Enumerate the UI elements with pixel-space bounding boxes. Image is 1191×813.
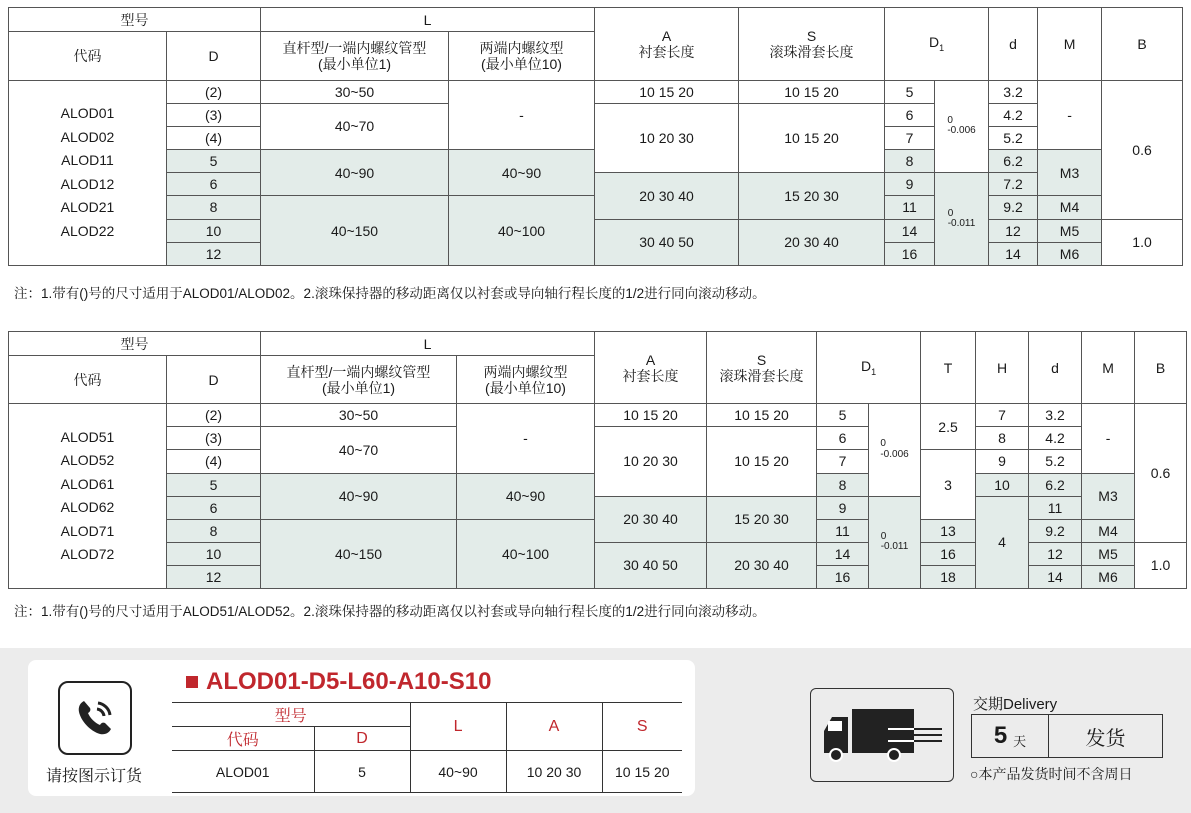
d-cell: 3.2	[989, 80, 1038, 103]
H-cell: 11	[1029, 496, 1082, 519]
H-cell: 16	[921, 542, 976, 565]
B-cell: 1.0	[1102, 219, 1183, 265]
order-header-model: 型号	[172, 703, 410, 727]
D1-tolerance: 0 -0.006	[869, 404, 921, 496]
header-D: D	[167, 32, 261, 80]
T-cell: 4	[976, 496, 1029, 588]
D1-tolerance: 0 -0.006	[935, 80, 989, 173]
D1-cell: 14	[885, 219, 935, 242]
delivery-label: 交期Delivery	[973, 696, 1058, 713]
L-straight-cell: 30~50	[261, 80, 449, 103]
B-cell: 0.6	[1102, 80, 1183, 219]
L-straight-cell: 40~70	[261, 103, 449, 149]
T-cell: 2.5	[921, 404, 976, 450]
d-cell: 12	[1029, 542, 1082, 565]
M-cell: M3	[1082, 473, 1135, 519]
H-cell: 13	[921, 519, 976, 542]
d-cell: 9.2	[1029, 519, 1082, 542]
L-both-cell: 40~100	[457, 519, 595, 588]
d-cell: 5.2	[989, 126, 1038, 149]
M-cell: M4	[1082, 519, 1135, 542]
D-cell: 12	[167, 565, 261, 588]
header-L-straight: 直杆型/一端内螺纹管型 (最小单位1)	[261, 32, 449, 80]
d-cell: 4.2	[989, 103, 1038, 126]
order-value-S: 10 15 20	[602, 751, 682, 793]
note-1: 注：1.带有()号的尺寸适用于ALOD01/ALOD02。2.滚珠保持器的移动距离仅以衬套或导向轴行程长度的1/2进行同向滚动移动。	[14, 286, 766, 301]
M-cell: M3	[1038, 150, 1102, 196]
order-header-code: 代码	[172, 727, 314, 751]
d-cell: 3.2	[1029, 404, 1082, 427]
M-cell: M6	[1082, 565, 1135, 588]
H-cell: 7	[976, 404, 1029, 427]
L-both-cell: 40~100	[449, 196, 595, 266]
L-both-cell: -	[449, 80, 595, 150]
S-cell: 15 20 30	[707, 496, 817, 542]
A-cell: 10 15 20	[595, 404, 707, 427]
order-header-D: D	[314, 727, 410, 751]
order-example-table	[172, 702, 682, 793]
delivery-note: ○本产品发货时间不含周日	[970, 766, 1133, 782]
H-cell: 9	[976, 450, 1029, 473]
M-cell: M6	[1038, 242, 1102, 265]
d-cell: 12	[989, 219, 1038, 242]
delivery-ship-text: 发货	[1085, 727, 1126, 750]
S-cell: 10 15 20	[707, 427, 817, 496]
note-2: 注：1.带有()号的尺寸适用于ALOD51/ALOD52。2.滚珠保持器的移动距离仅以衬套或导向轴行程长度的1/2进行同向滚动移动。	[14, 604, 766, 619]
order-header-L: L	[410, 703, 506, 751]
order-value-code: ALOD01	[172, 751, 314, 793]
order-header-A: A	[506, 703, 602, 751]
header-model: 型号	[9, 8, 261, 32]
A-cell: 10 20 30	[595, 427, 707, 496]
header-T: T	[921, 332, 976, 404]
header-code: 代码	[9, 32, 167, 80]
S-cell: 10 15 20	[707, 404, 817, 427]
header-S: S 滚珠滑套长度	[707, 332, 817, 404]
A-cell: 10 20 30	[595, 103, 739, 173]
D-cell: (4)	[167, 126, 261, 149]
d-cell: 6.2	[1029, 473, 1082, 496]
d-cell: 5.2	[1029, 450, 1082, 473]
header-B: B	[1102, 8, 1183, 81]
D-cell: 5	[167, 150, 261, 173]
header-D1: $D_1$	[885, 8, 989, 81]
header-S: S 滚珠滑套长度	[739, 8, 885, 81]
L-straight-cell: 40~150	[261, 519, 457, 588]
D1-cell: 6	[817, 427, 869, 450]
A-cell: 30 40 50	[595, 219, 739, 265]
L-both-cell: 40~90	[457, 473, 595, 519]
D1-cell: 11	[817, 519, 869, 542]
H-cell: 8	[976, 427, 1029, 450]
D1-cell: 16	[817, 565, 869, 588]
D1-cell: 9	[817, 496, 869, 519]
header-B: B	[1135, 332, 1187, 404]
M-cell: -	[1082, 404, 1135, 473]
B-cell: 1.0	[1135, 542, 1187, 588]
header-L-both: 两端内螺纹型 (最小单位10)	[449, 32, 595, 80]
order-header-S: S	[602, 703, 682, 751]
L-straight-cell: 40~150	[261, 196, 449, 266]
D-cell: 8	[167, 196, 261, 219]
d-cell: 14	[1029, 565, 1082, 588]
A-cell: 10 15 20	[595, 80, 739, 103]
D1-tolerance: 0 -0.011	[869, 496, 921, 588]
T-cell: 3	[921, 450, 976, 519]
D-cell: 5	[167, 473, 261, 496]
D-cell: (3)	[167, 103, 261, 126]
header-D1: $D_1$	[817, 332, 921, 404]
D-cell: 10	[167, 542, 261, 565]
header-d: d	[989, 8, 1038, 81]
L-straight-cell: 40~90	[261, 150, 449, 196]
M-cell: M5	[1038, 219, 1102, 242]
H-cell: 18	[921, 565, 976, 588]
L-both-cell: 40~90	[449, 150, 595, 196]
D1-tolerance: 0 -0.011	[935, 173, 989, 266]
L-straight-cell: 40~70	[261, 427, 457, 473]
delivery-days: 5 天	[972, 715, 1049, 757]
d-cell: 7.2	[989, 173, 1038, 196]
header-D: D	[167, 356, 261, 404]
D1-cell: 5	[817, 404, 869, 427]
L-straight-cell: 40~90	[261, 473, 457, 519]
L-straight-cell: 30~50	[261, 404, 457, 427]
D1-cell: 14	[817, 542, 869, 565]
D-cell: 10	[167, 219, 261, 242]
S-cell: 20 30 40	[707, 542, 817, 588]
D-cell: 8	[167, 519, 261, 542]
header-M: M	[1038, 8, 1102, 81]
spec-table-2	[8, 331, 1187, 589]
D-cell: (2)	[167, 404, 261, 427]
d-cell: 6.2	[989, 150, 1038, 173]
model-codes: ALOD01 ALOD02 ALOD11 ALOD12 ALOD21 ALOD22	[9, 80, 167, 265]
D1-cell: 16	[885, 242, 935, 265]
D-cell: (3)	[167, 427, 261, 450]
order-instruction: 请按图示订货	[46, 768, 143, 785]
D1-cell: 5	[885, 80, 935, 103]
D1-cell: 8	[817, 473, 869, 496]
B-cell: 0.6	[1135, 404, 1187, 542]
M-cell: M5	[1082, 542, 1135, 565]
truck-icon	[810, 688, 954, 782]
D1-cell: 9	[885, 173, 935, 196]
D1-cell: 7	[817, 450, 869, 473]
S-cell: 10 15 20	[739, 80, 885, 103]
D-cell: 6	[167, 173, 261, 196]
spec-table-1	[8, 7, 1183, 266]
header-L: L	[261, 8, 595, 32]
order-value-D: 5	[314, 751, 410, 793]
header-L-both: 两端内螺纹型 (最小单位10)	[457, 356, 595, 404]
header-A: A 衬套长度	[595, 332, 707, 404]
order-value-L: 40~90	[410, 751, 506, 793]
header-d: d	[1029, 332, 1082, 404]
D-cell: (4)	[167, 450, 261, 473]
S-cell: 20 30 40	[739, 219, 885, 265]
L-both-cell: -	[457, 404, 595, 473]
A-cell: 20 30 40	[595, 173, 739, 219]
bullet-square-icon	[186, 676, 198, 688]
header-code: 代码	[9, 356, 167, 404]
M-cell: M4	[1038, 196, 1102, 219]
H-cell: 10	[976, 473, 1029, 496]
model-codes: ALOD51 ALOD52 ALOD61 ALOD62 ALOD71 ALOD72	[9, 404, 167, 589]
order-code-title: ALOD01-D5-L60-A10-S10	[186, 668, 491, 696]
S-cell: 15 20 30	[739, 173, 885, 219]
header-H: H	[976, 332, 1029, 404]
header-L-straight: 直杆型/一端内螺纹管型 (最小单位1)	[261, 356, 457, 404]
D1-cell: 7	[885, 126, 935, 149]
D1-cell: 6	[885, 103, 935, 126]
header-M: M	[1082, 332, 1135, 404]
D-cell: (2)	[167, 80, 261, 103]
d-cell: 9.2	[989, 196, 1038, 219]
order-value-A: 10 20 30	[506, 751, 602, 793]
A-cell: 20 30 40	[595, 496, 707, 542]
delivery-days-box	[971, 714, 1163, 758]
header-L: L	[261, 332, 595, 356]
M-cell: -	[1038, 80, 1102, 150]
D1-cell: 8	[885, 150, 935, 173]
D-cell: 6	[167, 496, 261, 519]
D1-cell: 11	[885, 196, 935, 219]
header-model: 型号	[9, 332, 261, 356]
S-cell: 10 15 20	[739, 103, 885, 173]
d-cell: 14	[989, 242, 1038, 265]
D-cell: 12	[167, 242, 261, 265]
phone-icon	[58, 681, 132, 755]
header-A: A 衬套长度	[595, 8, 739, 81]
A-cell: 30 40 50	[595, 542, 707, 588]
d-cell: 4.2	[1029, 427, 1082, 450]
